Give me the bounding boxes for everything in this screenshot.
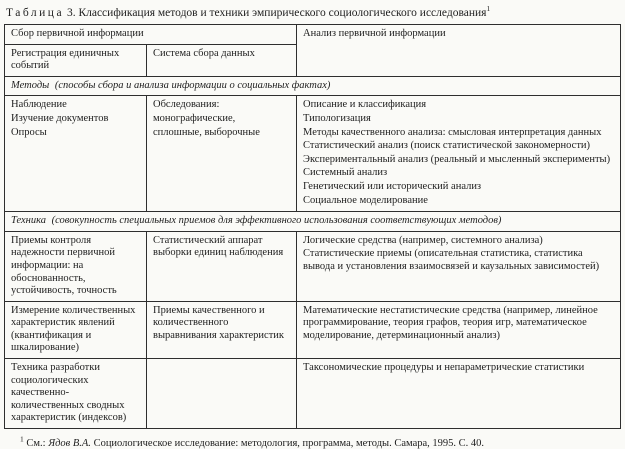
list-item: Описание и классификация: [303, 99, 427, 111]
list-item: Статистические приемы (описательная статистика, статистика вывода и установления взаимосвязей и каузальных зависимостей): [303, 248, 600, 272]
methods-row: [5, 96, 621, 212]
footnote: [6, 434, 619, 449]
technique-reliability-cell: Приемы контроля надежности первичной информации: на обоснованность, устойчивость, точность: [5, 231, 147, 301]
technique-taxonomic-cell: [297, 359, 621, 429]
page-title: [6, 4, 619, 19]
technique-band-desc: (совокупность специальных приемов для эффективного использования соответствующих методов): [51, 215, 502, 227]
list-item: монографические,: [153, 112, 236, 124]
list-item: Логические средства (например, системного анализа): [303, 234, 543, 246]
title-text: Классификация методов и техники эмпирического социологического исследования: [78, 7, 487, 19]
classification-table: [4, 24, 621, 429]
technique-row: [5, 301, 621, 358]
list-item: Социальное моделирование: [303, 194, 428, 206]
technique-sampling-cell: Статистический аппарат выборки единиц наблюдения: [147, 231, 297, 301]
title-number: 3.: [66, 7, 76, 19]
header-row-top: [5, 25, 621, 45]
methods-band-desc: (способы сбора и анализа информации о социальных фактах): [54, 79, 331, 91]
list-item: Методы качественного анализа: смысловая интерпретация данных: [303, 126, 602, 138]
list-item: сплошные, выборочные: [153, 126, 260, 138]
list-item: Таксономические процедуры и непараметрические статистики: [303, 362, 585, 374]
list-item: Наблюдение: [11, 99, 67, 111]
footnote-marker: 1: [20, 434, 24, 444]
technique-logical-statistical-cell: [297, 231, 621, 301]
technique-row: [5, 359, 621, 429]
list-item: Статистический анализ (поиск статистической закономерности): [303, 140, 591, 152]
methods-registration-cell: [5, 96, 147, 212]
technique-mathematical-cell: [297, 301, 621, 358]
methods-band: [5, 76, 621, 96]
technique-band-row: [5, 212, 621, 232]
list-item: Изучение документов: [11, 112, 109, 124]
methods-analysis-cell: [297, 96, 621, 212]
empty-cell: [147, 359, 297, 429]
technique-band-term: Техника: [11, 215, 47, 227]
technique-indices-cell: Техника разработки социологических качественно-количественных сводных характеристик (индексов): [5, 359, 147, 429]
list-item: Экспериментальный анализ (реальный и мысленный эксперименты): [303, 153, 611, 165]
list-item: Системный анализ: [303, 167, 388, 179]
technique-measurement-cell: Измерение количественных характеристик явлений (квантификация и шкалирование): [5, 301, 147, 358]
list-item: Обследования:: [153, 99, 220, 111]
header-cell-registration: Регистрация единичных событий: [5, 44, 147, 76]
list-item: Опросы: [11, 126, 47, 138]
header-cell-data-system: Система сбора данных: [147, 44, 297, 76]
title-word: Таблица: [6, 7, 65, 19]
header-cell-primary-collection: Сбор первичной информации: [5, 25, 297, 45]
technique-equalization-cell: Приемы качественного и количественного выравнивания характеристик: [147, 301, 297, 358]
title-footnote-marker: 1: [486, 4, 491, 14]
list-item: Типологизация: [303, 112, 371, 124]
technique-row: [5, 231, 621, 301]
list-item: Генетический или исторический анализ: [303, 180, 482, 192]
footnote-see: См.:: [26, 438, 46, 449]
header-cell-analysis: Анализ первичной информации: [297, 25, 621, 77]
methods-band-row: [5, 76, 621, 96]
list-item: Математические нестатистические средства (например, линейное программирование, теория графов, теория игр, математическое моделирование, детерминационный анализ): [303, 304, 598, 341]
methods-band-term: Методы: [11, 79, 50, 91]
footnote-author: Ядов В.А.: [48, 438, 91, 449]
methods-system-cell: [147, 96, 297, 212]
technique-band: [5, 212, 621, 232]
footnote-text: Социологическое исследование: методология, программа, методы. Самара, 1995. С. 40.: [93, 438, 485, 449]
